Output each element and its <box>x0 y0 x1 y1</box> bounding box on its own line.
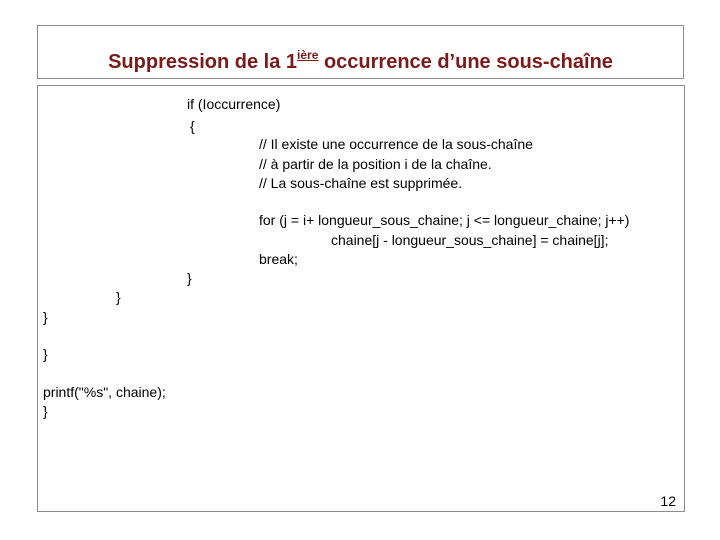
code-close-brace-5: } <box>43 403 48 419</box>
code-line-printf: printf("%s", chaine); <box>43 384 166 400</box>
slide-title-box <box>37 25 684 79</box>
code-close-brace-2: } <box>116 289 121 305</box>
code-line-if: if (Ioccurrence) <box>187 96 281 112</box>
title-superscript: ière <box>297 48 319 62</box>
page-number: 12 <box>660 493 676 509</box>
slide-title <box>38 43 683 74</box>
code-comment-1: // Il existe une occurrence de la sous-chaîne <box>259 136 533 152</box>
code-line-open-brace: { <box>190 118 195 134</box>
title-text-before: Suppression de la 1 <box>108 51 298 73</box>
title-text-after: occurrence d’une sous-chaîne <box>318 51 613 73</box>
code-comment-2: // à partir de la position i de la chaîne. <box>259 156 492 172</box>
code-close-brace-4: } <box>43 346 48 362</box>
code-close-brace-1: } <box>187 270 192 286</box>
code-line-assign: chaine[j - longueur_sous_chaine] = chaine[j]; <box>331 232 609 248</box>
code-close-brace-3: } <box>43 309 48 325</box>
code-comment-3: // La sous-chaîne est supprimée. <box>259 175 463 191</box>
code-line-break: break; <box>259 251 298 267</box>
code-line-for: for (j = i+ longueur_sous_chaine; j <= longueur_chaine; j++) <box>259 212 630 228</box>
